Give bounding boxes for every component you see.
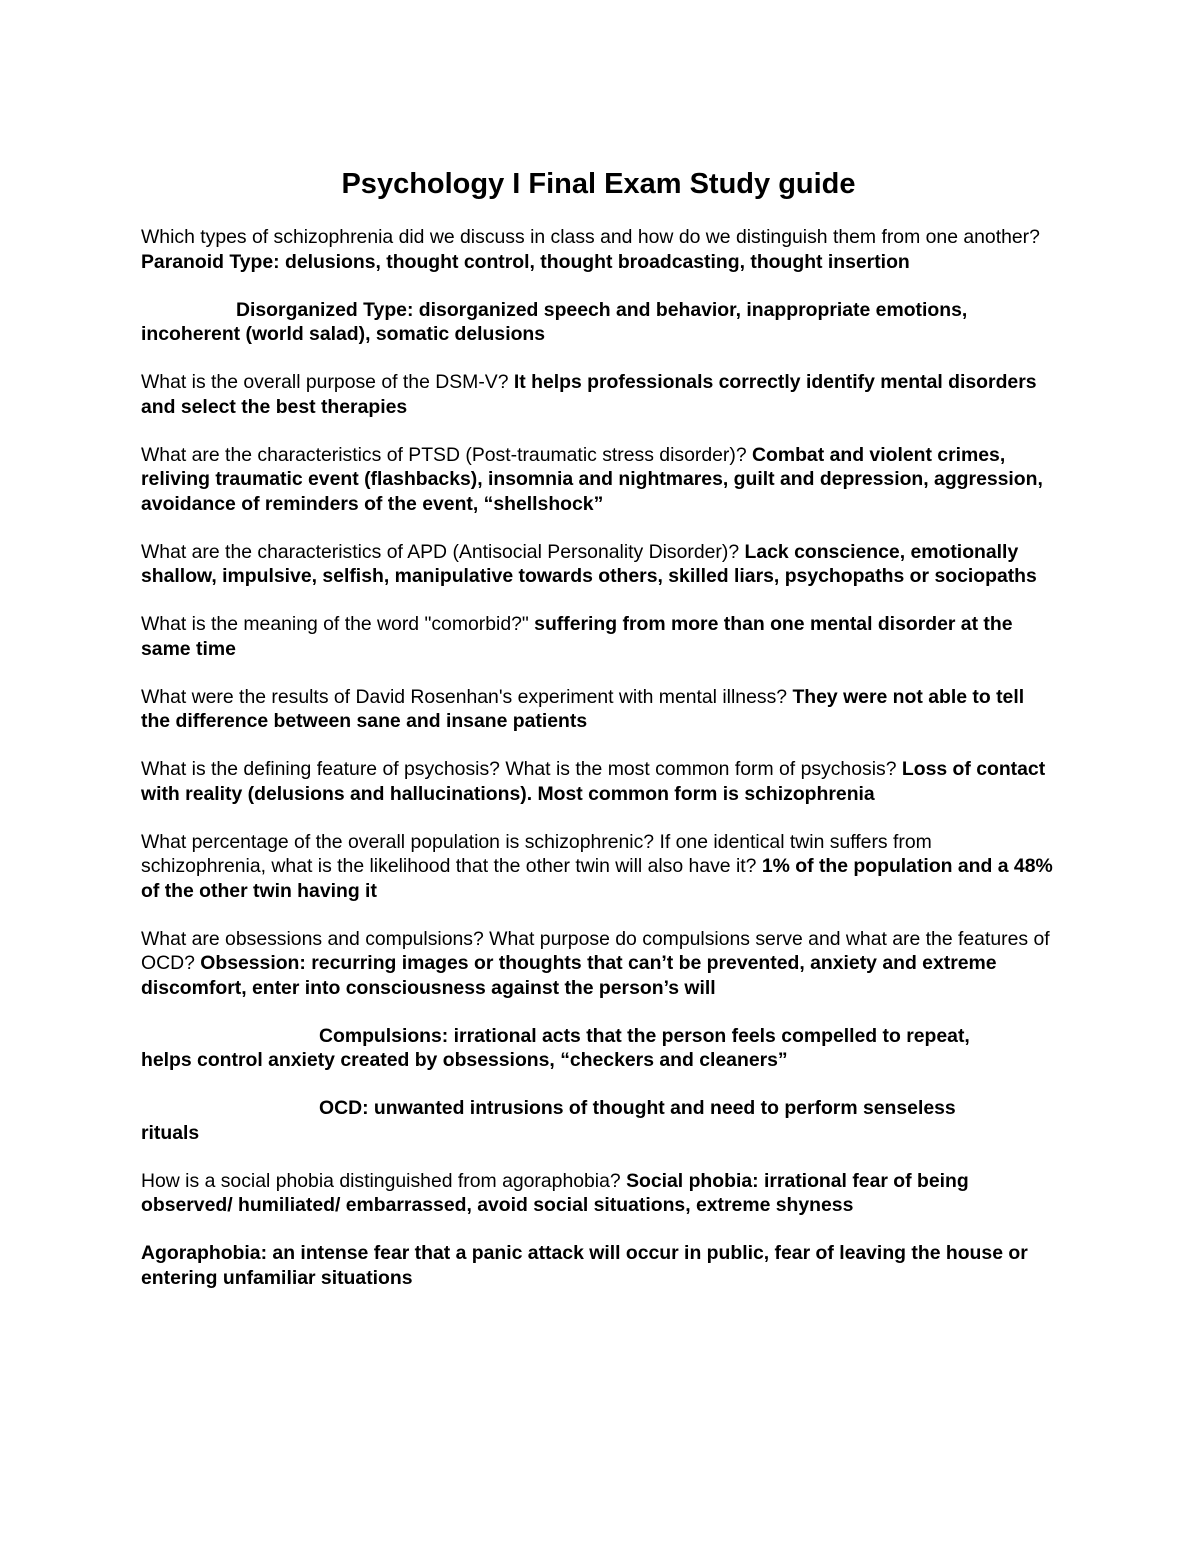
answer-lead-line: OCD: unwanted intrusions of thought and need to perform senseless [319, 1097, 956, 1119]
answer-ocd-definition [141, 1096, 1056, 1145]
question-text: What are the characteristics of PTSD (Post-traumatic stress disorder)? [141, 443, 752, 466]
question-rosenhan [141, 685, 1056, 734]
answer-compulsions [141, 1024, 1056, 1073]
question-dsm-purpose [141, 370, 1056, 419]
question-text: What is the overall purpose of the DSM-V? [141, 371, 514, 393]
question-schizophrenia-percentage [141, 830, 1056, 904]
answer-text: Agoraphobia: an intense fear that a panic attack will occur in public, fear of leaving the house or entering unfamiliar situations [141, 1242, 1028, 1289]
question-social-phobia [141, 1169, 1056, 1218]
question-apd [141, 540, 1056, 589]
question-text: What were the results of David Rosenhan's experiment with mental illness? [141, 685, 793, 708]
answer-agoraphobia [141, 1241, 1056, 1290]
question-text: What are the characteristics of APD (Antisocial Personality Disorder)? [141, 540, 745, 563]
question-ocd [141, 927, 1056, 1001]
document-title: Psychology I Final Exam Study guide [341, 168, 856, 200]
answer-text: Paranoid Type: delusions, thought control, thought broadcasting, thought insertion [141, 250, 910, 273]
answer-text: Loss of contact with reality (delusions and hallucinations). Most common form is schizophrenia [141, 758, 1046, 805]
answer-text: They were not able to tell the difference between sane and insane patients [141, 685, 1025, 732]
answer-text: Social phobia: irrational fear of being observed/ humiliated/ embarrassed, avoid social situations, extreme shyness [141, 1169, 969, 1216]
question-schizophrenia-types [141, 225, 1056, 274]
answer-continuation: rituals [141, 1121, 200, 1144]
answer-continuation: incoherent (world salad), somatic delusions [141, 323, 546, 345]
question-psychosis [141, 757, 1056, 806]
question-text: What is the defining feature of psychosis? What is the most common form of psychosis? [141, 758, 902, 780]
question-text: What is the meaning of the word "comorbid?" [141, 613, 535, 635]
question-ptsd [141, 443, 1056, 517]
answer-disorganized-type [141, 298, 1056, 347]
answer-text: It helps professionals correctly identify mental disorders and select the best therapies [141, 371, 1037, 418]
question-comorbid [141, 612, 1056, 661]
question-text: What are obsessions and compulsions? What purpose do compulsions serve and what are the features of OCD? [141, 927, 1050, 974]
answer-lead-line: Disorganized Type: disorganized speech and behavior, inappropriate emotions, [236, 298, 968, 321]
answer-lead-line: Compulsions: irrational acts that the person feels compelled to repeat, [319, 1024, 970, 1047]
question-text: Which types of schizophrenia did we discuss in class and how do we distinguish them from one another? [141, 226, 1040, 248]
question-text: How is a social phobia distinguished from agoraphobia? [141, 1169, 627, 1192]
answer-text: Combat and violent crimes, reliving traumatic event (flashbacks), insomnia and nightmares, guilt and depression, aggression, avoidance of reminders of the event, “shellshock” [141, 443, 1043, 515]
answer-text: 1% of the population and a 48% of the other twin having it [141, 855, 1053, 902]
document-body [141, 225, 1056, 1314]
answer-text: Obsession: recurring images or thoughts that can’t be prevented, anxiety and extreme discomfort, enter into consciousness against the person’s will [141, 952, 997, 999]
question-text: What percentage of the overall population is schizophrenic? If one identical twin suffers from schizophrenia, what is the likelihood that the other twin will also have it? [141, 830, 932, 877]
answer-text: Lack conscience, emotionally shallow, impulsive, selfish, manipulative towards others, skilled liars, psychopaths or sociopaths [141, 540, 1037, 587]
answer-text: suffering from more than one mental disorder at the same time [141, 613, 1013, 660]
answer-continuation: helps control anxiety created by obsessions, “checkers and cleaners” [141, 1049, 788, 1071]
